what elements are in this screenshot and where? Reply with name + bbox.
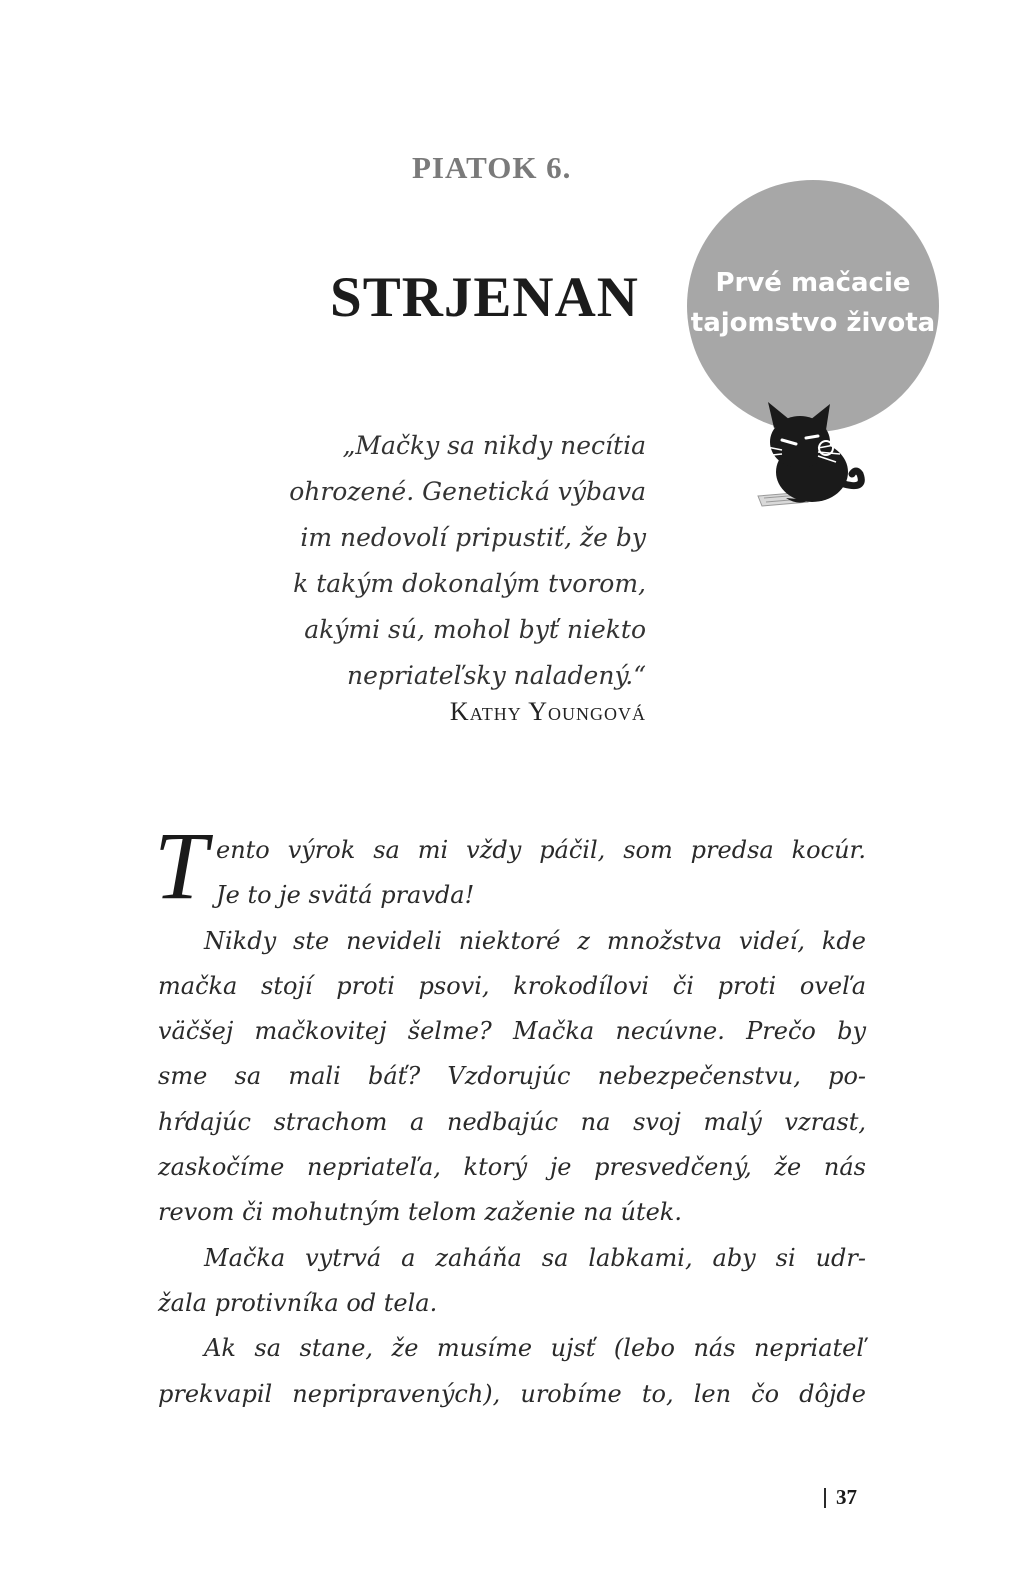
epigraph-quote — [150, 423, 646, 699]
epigraph-line: nepriateľsky naladený.“ — [347, 661, 646, 690]
secret-badge — [687, 180, 939, 432]
epigraph-line: akými sú, mohol byť niekto — [304, 615, 646, 644]
body-line: Mačka vytrvá a zaháňa sa labkami, aby si udr- — [204, 1243, 866, 1272]
body-line: hŕdajúc strachom a nedbajúc na svoj malý vzrast, — [158, 1107, 866, 1136]
body-line: žala protivníka od tela. — [158, 1288, 438, 1317]
day-heading: PIATOK 6. — [412, 150, 572, 185]
body-line: zaskočíme nepriateľa, ktorý je presvedčený, že nás — [158, 1153, 866, 1182]
badge-line-1: Prvé mačacie — [715, 268, 911, 298]
cat-icon — [748, 398, 870, 510]
body-line: Nikdy ste nevideli niektoré z množstva videí, kde — [204, 926, 866, 955]
folio-divider — [824, 1488, 826, 1508]
body-line: väčšej mačkovitej šelme? Mačka necúvne. Prečo by — [158, 1017, 866, 1046]
badge-line-2: tajomstvo života — [690, 308, 936, 338]
body-text — [158, 828, 866, 1417]
chapter-title: STRJENAN — [330, 266, 639, 329]
epigraph-line: im nedovolí pripustiť, že by — [300, 523, 646, 552]
drop-cap: T — [154, 812, 208, 919]
epigraph-line: k takým dokonalým tvorom, — [293, 569, 646, 598]
epigraph-line: ohrozené. Genetická výbava — [289, 477, 646, 506]
epigraph-author: Kathy Youngová — [449, 697, 646, 726]
page-footer — [824, 1485, 857, 1510]
body-line: revom či mohutným telom zaženie na útek. — [158, 1198, 682, 1227]
page-number: 37 — [836, 1485, 857, 1509]
epigraph-line: „Mačky sa nikdy necítia — [342, 431, 646, 460]
body-line: Je to je svätá pravda! — [216, 881, 475, 910]
body-line: prekvapil nepripravených), urobíme to, len čo dôjde — [158, 1379, 866, 1408]
body-line: mačka stojí proti psovi, krokodílovi či proti oveľa — [158, 971, 866, 1000]
body-line: sme sa mali báť? Vzdorujúc nebezpečenstvu, po- — [158, 1062, 866, 1091]
body-line: ento výrok sa mi vždy páčil, som predsa kocúr. — [216, 836, 866, 864]
body-line: Ak sa stane, že musíme ujsť (lebo nás nepriateľ — [204, 1334, 866, 1363]
